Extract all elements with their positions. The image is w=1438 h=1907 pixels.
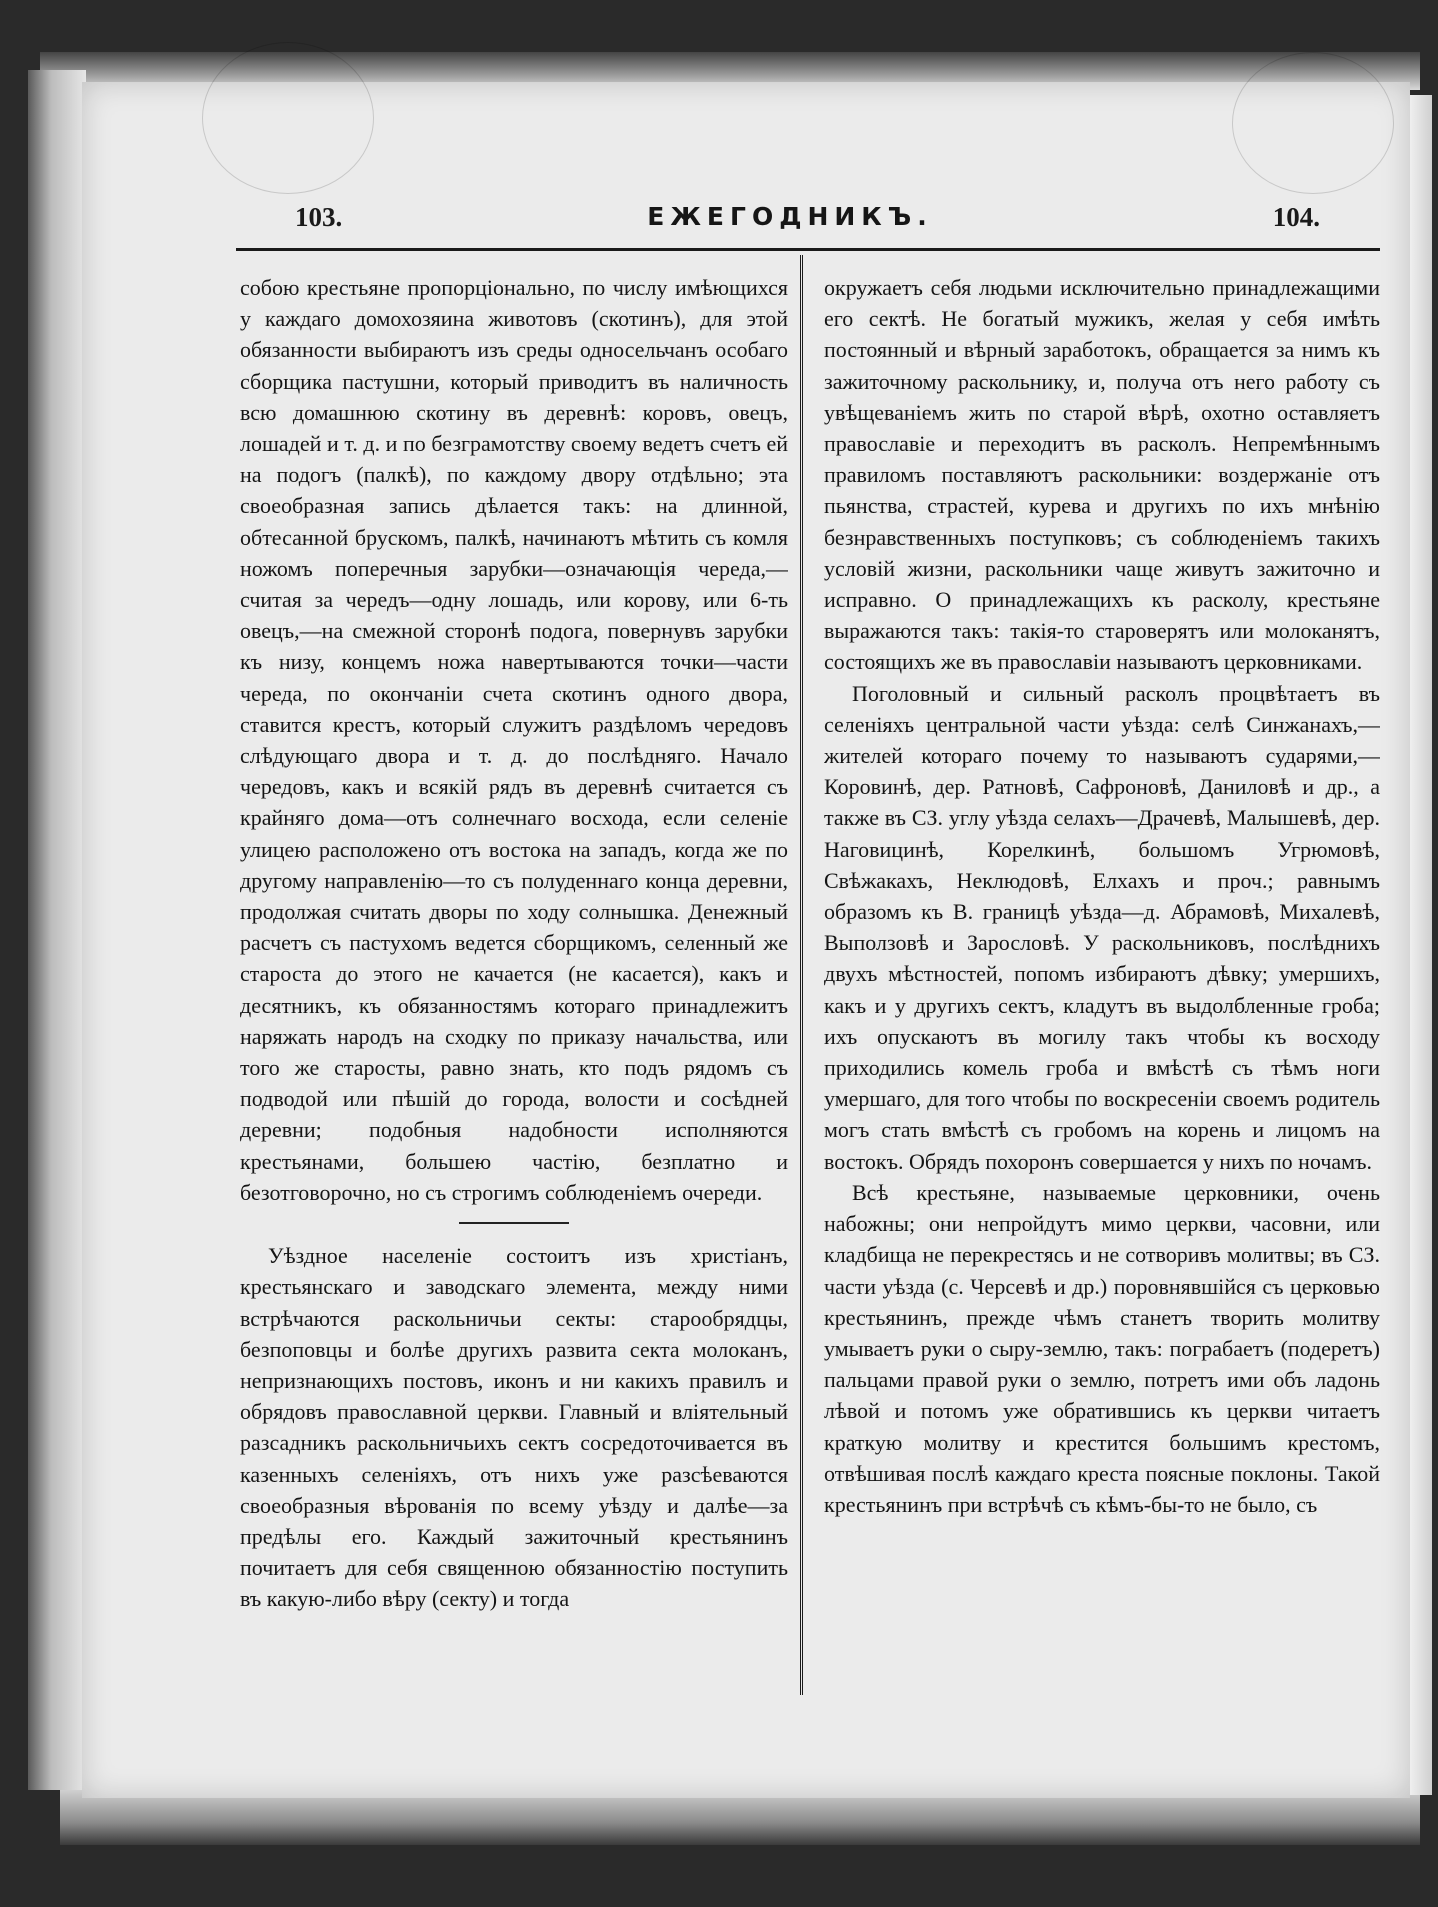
paper-stain bbox=[202, 42, 374, 194]
paragraph: окружаетъ себя людьми исключительно принадлежащими его сектѣ. Не богатый мужикъ, желая у себя имѣть постоянный и вѣрный заработокъ, обращается за нимъ къ зажиточному раскольнику, и, получа отъ него работу съ увѣщеваніемъ жить по старой вѣрѣ, охотно оставляетъ православіе и переходитъ въ расколъ. Непремѣннымъ правиломъ поставляютъ раскольники: воздержаніе отъ пьянства, страстей, курева и другихъ по ихъ мнѣнію безнравственныхъ поступковъ; съ соблюденіемъ такихъ условій жизни, раскольники чаще живутъ зажиточно и исправно. О принадлежащихъ къ расколу, крестьяне выражаются такъ: такія-то староверятъ или молоканятъ, состоящихъ же въ православіи называютъ церковниками. bbox=[824, 275, 1380, 675]
paragraph: собою крестьяне пропорціонально, по числу имѣющихся у каждаго домохозяина животовъ (скотинъ), для этой обязанности выбираютъ изъ среды односельчанъ особаго сборщика пастушни, который приводитъ въ наличность всю домашнюю скотину въ деревнѣ: коровъ, овецъ, лошадей и т. д. и по безграмотству своему ведетъ счетъ ей на подогъ (палкѣ), по каждому двору отдѣльно; эта своеобразная запись дѣлается такъ: на длинной, обтесанной брускомъ, палкѣ, начинаютъ мѣтить съ комля ножомъ поперечныя зарубки—означающія череда,—считая за чередъ—одну лошадь, или корову, или 6-ть овецъ,—на смежной сторонѣ подога, повернувъ зарубки къ низу, концемъ ножа навертываются точки—части череда, по окончаніи счета скотинъ одного двора, ставится крестъ, который служитъ раздѣломъ чередовъ слѣдующаго двора и т. д. до послѣдняго. Начало чередовъ, какъ и всякій рядъ въ деревнѣ считается съ крайняго дома—отъ солнечнаго восхода, если селеніе улицею расположено отъ востока на западъ, когда же по другому направленію—то съ полуденнаго конца деревни, продолжая считать дворы по ходу солнышка. Денежный расчетъ съ пастухомъ ведется сборщикомъ, селенный же староста до этого не качается (не касается), какъ и десятникъ, къ обязанностямъ котораго принадлежитъ наряжать народъ на сходку по приказу начальства, или того же старосты, равно знать, кто подъ рядомъ съ подводой или пѣшій до города, волости и сосѣдней деревни; подобныя надобности исполняются крестьянами, большею частію, безплатно и безотговорочно, но съ строгимъ соблюденіемъ очереди. bbox=[240, 275, 788, 1205]
running-header bbox=[200, 194, 1380, 254]
paragraph: Уѣздное населеніе состоитъ изъ христіанъ, крестьянскаго и заводскаго элемента, между ними встрѣчаются раскольничьи секты: старообрядцы, безпоповцы и болѣе другихъ развита секта молоканъ, непризнающихъ постовъ, иконъ и ни какихъ правилъ и обрядовъ православной церкви. Главный и вліятельный разсадникъ раскольничьихъ сектъ сосредоточивается въ казенныхъ селеніяхъ, отъ нихъ уже разсѣеваются своеобразныя вѣрованія по всему уѣзду и далѣе—за предѣлы его. Каждый зажиточный крестьянинъ почитаетъ для себя священною обязанностію поступить въ какую-либо вѣру (секту) и тогда bbox=[240, 1243, 788, 1612]
left-page-number: 103. bbox=[295, 202, 343, 232]
next-page-strip bbox=[1410, 95, 1432, 1795]
journal-title: ЕЖЕГОДНИКЪ. bbox=[647, 202, 933, 231]
left-column bbox=[240, 272, 788, 1692]
paragraph: Всѣ крестьяне, называемые церковники, очень набожны; они непройдутъ мимо церкви, часовни, или кладбища не перекрестясь и не сотворивъ молитвы; въ СЗ. части уѣзда (с. Черсевѣ и др.) поровнявшійся съ церковью крестьянинъ, прежде чѣмъ станетъ творить молитву умываетъ руки о сыру-землю, такъ: пограбаетъ (подеретъ) пальцами правой руки о землю, потретъ ими объ ладонь лѣвой и потомъ уже обратившись къ церкви читаетъ краткую молитву и крестится большимъ крестомъ, отвѣшивая послѣ каждаго креста поясные поклоны. Такой крестьянинъ при встрѣчѣ съ кѣмъ-бы-то не было, съ bbox=[824, 1179, 1380, 1517]
paper-stain bbox=[1232, 52, 1394, 194]
paragraph: Поголовный и сильный расколъ процвѣтаетъ въ селеніяхъ центральной части уѣзда: селѣ Синжанахъ,—жителей котораго почему то называютъ сударями,—Коровинѣ, дер. Ратновѣ, Сафроновѣ, Даниловѣ и др., а также въ СЗ. углу уѣзда селахъ—Драчевѣ, Малышевѣ, дер. Наговицинѣ, Корелкинѣ, большомъ Угрюмовѣ, Свѣжакахъ, Неклюдовѣ, Елхахъ и проч.; равнымъ образомъ къ В. границѣ уѣзда—д. Абрамовѣ, Михалевѣ, Выползовѣ и Зарословѣ. У раскольниковъ, послѣднихъ двухъ мѣстностей, попомъ избираютъ дѣвку; умершихъ, какъ и у другихъ сектъ, кладутъ въ выдолбленные гроба; ихъ опускаютъ въ могилу такъ чтобы къ восходу приходились комель гроба и вмѣстѣ съ тѣмъ ноги умершаго, для того чтобы по воскресеніи своемъ родитель могъ стать вмѣстѣ съ гробомъ на корень и лицомъ на востокъ. Обрядъ похоронъ совершается у нихъ по ночамъ. bbox=[824, 680, 1380, 1174]
header-rule bbox=[236, 248, 1380, 251]
page-left-edge bbox=[28, 70, 86, 1790]
column-divider bbox=[800, 255, 803, 1695]
section-separator bbox=[459, 1222, 569, 1224]
right-page-number: 104. bbox=[1272, 202, 1320, 232]
right-column bbox=[824, 272, 1380, 1692]
page-bottom-edge bbox=[60, 1790, 1420, 1845]
